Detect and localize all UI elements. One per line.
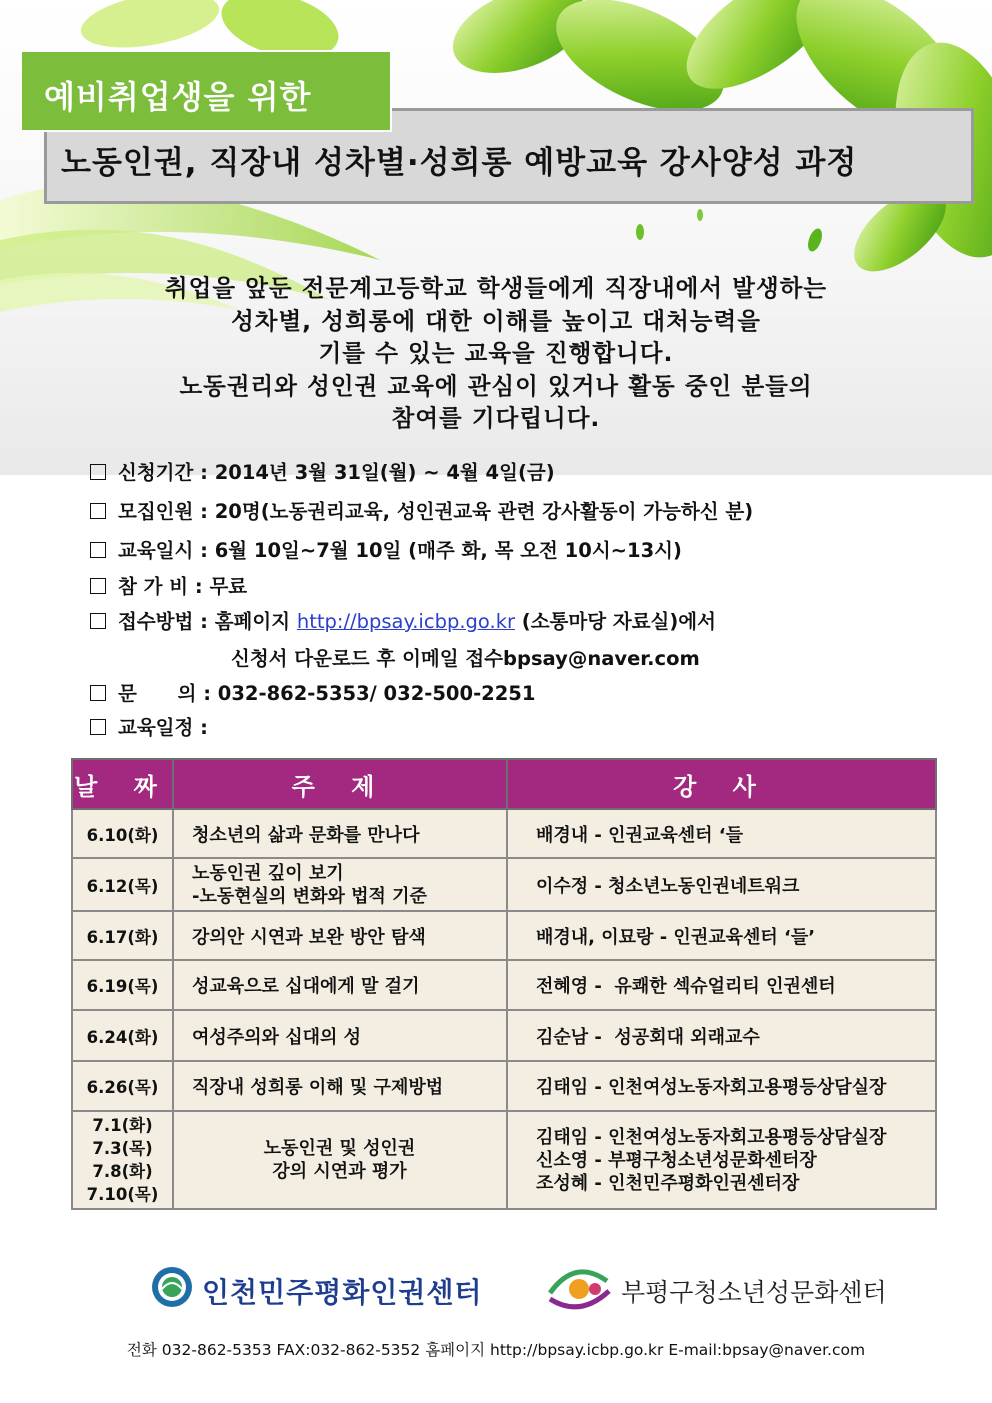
row-date: 6.26(목) (72, 1061, 173, 1111)
info-recruit-text: 모집인원 : 20명(노동권리교육, 성인권교육 관련 강사활동이 가능하신 분) (118, 500, 754, 523)
intro-text (0, 272, 992, 435)
row-lecturer-line: 신소영 - 부평구청소년성문화센터장 (536, 1149, 817, 1171)
row-date-line: 7.10(목) (86, 1185, 159, 1204)
info-period-text: 신청기간 : 2014년 3월 31일(월) ~ 4월 4일(금) (118, 461, 555, 484)
row-lecturer-line: 김태임 - 인천여성노동자회고용평등상담실장 (536, 1126, 887, 1148)
row-date-line: 7.1(화) (92, 1116, 153, 1135)
row-lecturer: 김순남 - 성공회대 외래교수 (507, 1010, 936, 1061)
table-row (72, 1111, 936, 1209)
row-topic: 직장내 성희롱 이해 및 구제방법 (173, 1061, 507, 1111)
checkbox-square-icon (90, 719, 106, 735)
row-topic (173, 858, 507, 911)
checkbox-square-icon (90, 613, 106, 629)
checkbox-square-icon (90, 685, 106, 701)
checkbox-square-icon (90, 464, 106, 480)
table-row (72, 858, 936, 911)
subtitle-text: 예비취업생을 위한 (44, 78, 312, 116)
info-contact (90, 678, 535, 706)
subtitle-tag (20, 50, 392, 132)
incheon-center-logo (150, 1265, 483, 1313)
checkbox-square-icon (90, 542, 106, 558)
page-title: 노동인권, 직장내 성차별·성희롱 예방교육 강사양성 과정 (61, 145, 858, 181)
info-apply-prefix: 접수방법 : 홈페이지 (118, 610, 297, 633)
checkbox-square-icon (90, 578, 106, 594)
row-date: 6.17(화) (72, 911, 173, 960)
row-date: 6.12(목) (72, 858, 173, 911)
info-apply (90, 606, 716, 634)
row-lecturer: 배경내 - 인권교육센터 ‘들 (507, 809, 936, 858)
header-date: 날 짜 (72, 759, 173, 809)
bupyeong-center-emblem-icon (545, 1263, 615, 1313)
intro-line: 노동권리와 성인권 교육에 관심이 있거나 활동 중인 분들의 (179, 371, 813, 400)
info-fee-text: 참 가 비 : 무료 (118, 575, 248, 598)
info-recruit (90, 496, 753, 524)
header-lecturer: 강 사 (507, 759, 936, 809)
intro-line: 참여를 기다립니다. (391, 404, 601, 432)
row-topic: 성교육으로 십대에게 말 걸기 (173, 960, 507, 1010)
row-lecturer: 김태임 - 인천여성노동자회고용평등상담실장 (507, 1061, 936, 1111)
bupyeong-center-logo (545, 1263, 887, 1317)
schedule-table (71, 758, 937, 1210)
row-lecturer: 이수정 - 청소년노동인권네트워크 (507, 858, 936, 911)
info-period (90, 457, 555, 485)
table-header-row (72, 759, 936, 809)
row-topic: 여성주의와 십대의 성 (173, 1010, 507, 1061)
logo-area (0, 1255, 992, 1325)
row-lecturer: 전혜영 - 유쾌한 섹슈얼리티 인권센터 (507, 960, 936, 1010)
row-topic (173, 1111, 507, 1209)
info-schedule-time-text: 교육일시 : 6월 10일~7월 10일 (매주 화, 목 오전 10시~13시) (118, 539, 682, 562)
info-contact-text: 문 의 : 032-862-5353/ 032-500-2251 (118, 682, 536, 705)
row-topic: 청소년의 삶과 문화를 만나다 (173, 809, 507, 858)
table-row (72, 911, 936, 960)
row-lecturer: 배경내, 이묘랑 - 인권교육센터 ‘들’ (507, 911, 936, 960)
checkbox-square-icon (90, 503, 106, 519)
row-date: 6.19(목) (72, 960, 173, 1010)
row-topic-line: 강의 시연과 평가 (272, 1161, 407, 1182)
info-schedule-label-text: 교육일정 : (118, 716, 208, 739)
homepage-link[interactable]: http://bpsay.icbp.go.kr (296, 610, 516, 633)
info-fee (90, 571, 247, 599)
info-schedule-label (90, 712, 208, 740)
footer-contact: 전화 032-862-5353 FAX:032-862-5352 홈페이지 http://bpsay.icbp.go.kr E-mail:bpsay@naver.com (126, 1341, 866, 1359)
row-lecturer (507, 1111, 936, 1209)
row-topic-line: -노동현실의 변화와 법적 기준 (192, 885, 427, 907)
info-apply-suffix: (소통마당 자료실)에서 (515, 610, 716, 633)
table-row (72, 1010, 936, 1061)
table-row (72, 960, 936, 1010)
incheon-center-emblem-icon (150, 1265, 194, 1309)
table-row (72, 1061, 936, 1111)
table-row (72, 809, 936, 858)
intro-line: 취업을 앞둔 전문계고등학교 학생들에게 직장내에서 발생하는 (164, 274, 828, 302)
info-apply-line2: 신청서 다운로드 후 이메일 접수bpsay@naver.com (231, 647, 700, 670)
row-date-line: 7.8(화) (92, 1162, 153, 1181)
row-date: 6.24(화) (72, 1010, 173, 1061)
row-date (72, 1111, 173, 1209)
header-topic: 주 제 (173, 759, 507, 809)
row-topic: 강의안 시연과 보완 방안 탐색 (173, 911, 507, 960)
row-date-line: 7.3(목) (92, 1139, 153, 1158)
row-date: 6.10(화) (72, 809, 173, 858)
incheon-center-name: 인천민주평화인권센터 (202, 1276, 483, 1309)
row-topic-line: 노동인권 깊이 보기 (192, 862, 344, 884)
intro-line: 성차별, 성희롱에 대한 이해를 높이고 대처능력을 (231, 306, 761, 335)
row-lecturer-line: 조성혜 - 인천민주평화인권센터장 (536, 1172, 800, 1194)
bupyeong-center-name: 부평구청소년성문화센터 (621, 1278, 887, 1307)
intro-line: 기를 수 있는 교육을 진행합니다. (318, 339, 674, 367)
row-topic-line: 노동인권 및 성인권 (263, 1138, 416, 1159)
info-schedule-time (90, 535, 682, 563)
